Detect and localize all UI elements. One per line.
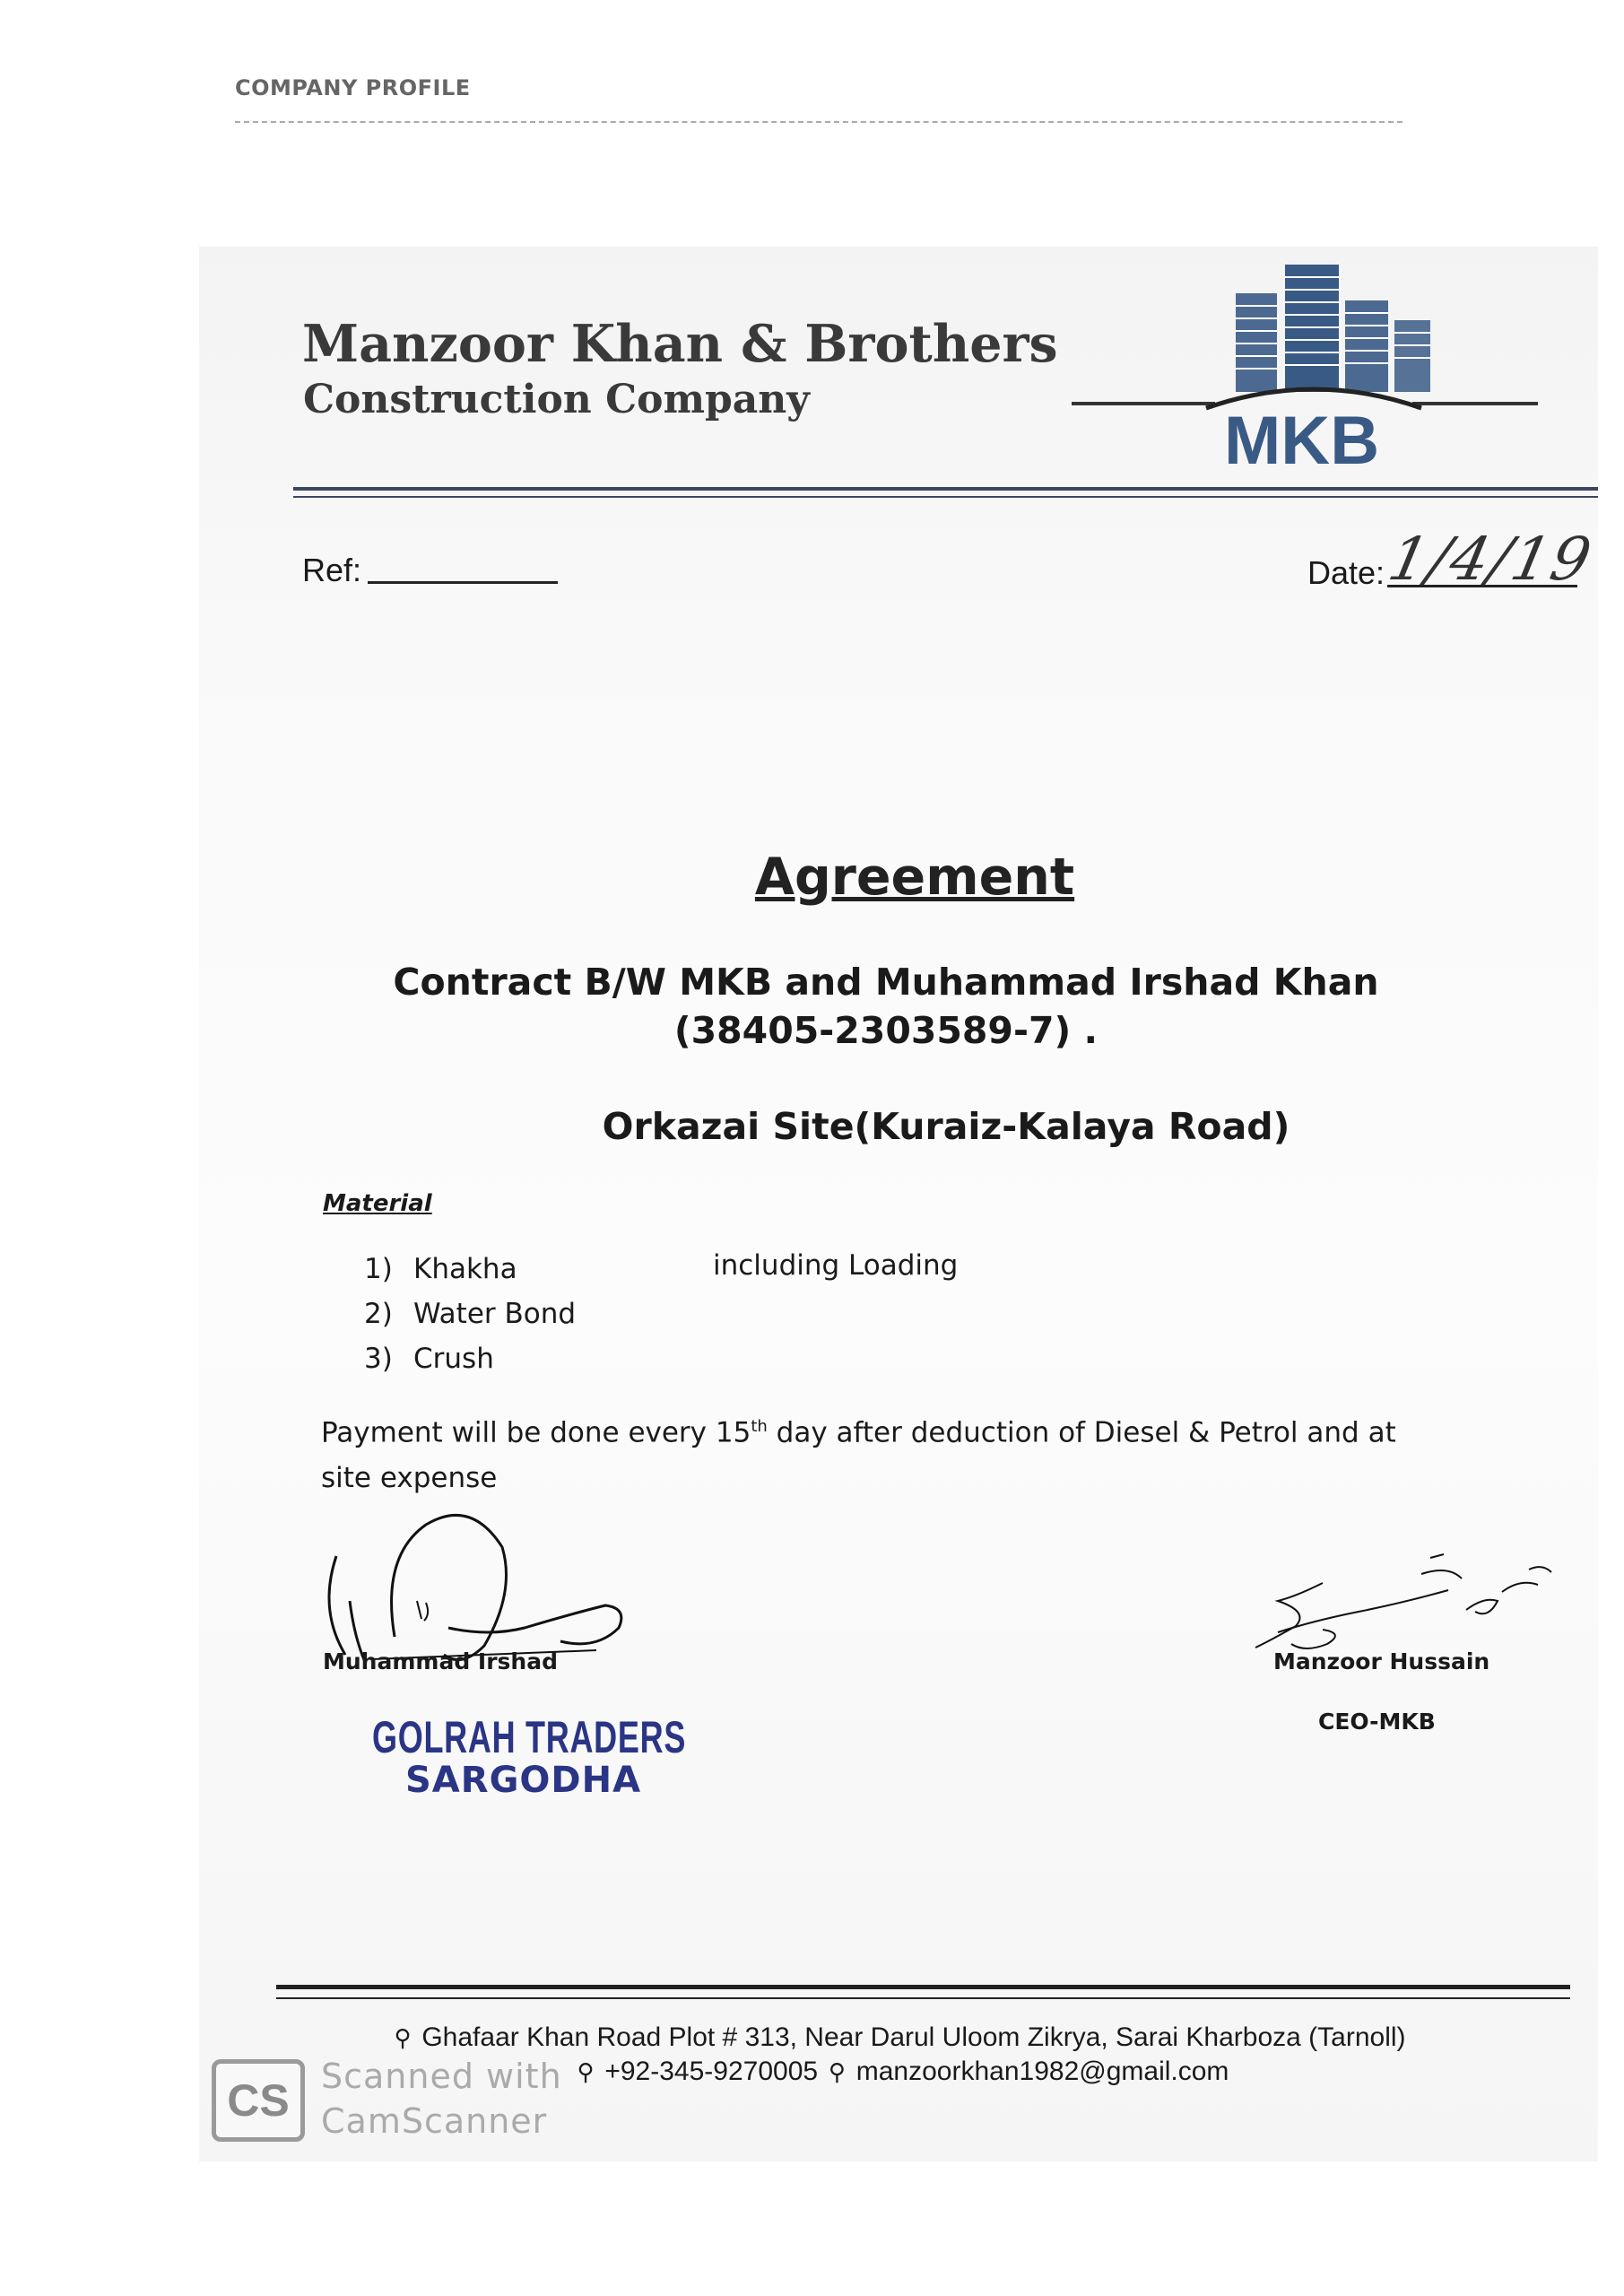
location-pin-icon: ⚲ bbox=[394, 2024, 412, 2051]
material-list bbox=[364, 1247, 576, 1381]
contract-line-2: (38405-2303589-7) . bbox=[673, 1009, 1099, 1052]
material-note: including Loading bbox=[713, 1249, 959, 1282]
page-header-label: COMPANY PROFILE bbox=[235, 75, 471, 100]
contract-parties bbox=[0, 958, 1624, 1055]
footer-rule bbox=[276, 1985, 1570, 1989]
agreement-title: Agreement bbox=[754, 848, 1075, 907]
stamp-line-2: SARGODHA bbox=[405, 1760, 642, 1801]
footer-contact bbox=[574, 2057, 1229, 2087]
list-item: 1) Khakha bbox=[364, 1253, 517, 1285]
letterhead-rule-thin bbox=[293, 496, 1598, 498]
signer-right-name: Manzoor Hussain bbox=[1273, 1648, 1490, 1674]
signer-left-name: Muhammad Irshad bbox=[323, 1648, 558, 1674]
ref-label: Ref: bbox=[302, 552, 362, 588]
company-name: Manzoor Khan & Brothers bbox=[302, 314, 1058, 374]
email-pin-icon: ⚲ bbox=[828, 2058, 846, 2085]
ref-blank-line bbox=[368, 581, 558, 584]
header-divider bbox=[235, 121, 1403, 123]
footer-rule-thin bbox=[276, 1997, 1570, 1999]
mkb-logo bbox=[1072, 265, 1556, 474]
list-item: 3) Crush bbox=[364, 1343, 494, 1375]
company-subtitle: Construction Company bbox=[303, 377, 810, 422]
contract-line-1: Contract B/W MKB and Muhammad Irshad Khan bbox=[393, 961, 1379, 1004]
footer-email: manzoorkhan1982@gmail.com bbox=[855, 2057, 1229, 2086]
footer-phone: +92-345-9270005 bbox=[604, 2057, 819, 2086]
date-line bbox=[1387, 585, 1577, 587]
phone-pin-icon: ⚲ bbox=[577, 2058, 595, 2085]
stamp-line-1: GOLRAH TRADERS bbox=[372, 1712, 687, 1762]
signer-right-title: CEO-MKB bbox=[1318, 1709, 1436, 1735]
material-name: Crush bbox=[413, 1343, 494, 1375]
material-name: Khakha bbox=[413, 1253, 517, 1285]
date-label: Date: bbox=[1307, 554, 1385, 591]
date-handwritten: 1/4/19 bbox=[1382, 525, 1599, 594]
camscanner-logo: CS bbox=[212, 2059, 305, 2142]
camscanner-watermark: Scanned with CamScanner bbox=[321, 2057, 562, 2141]
letterhead-rule bbox=[293, 487, 1598, 491]
material-heading: Material bbox=[323, 1190, 432, 1217]
footer-address: ⚲ Ghafaar Khan Road Plot # 313, Near Darul Uloom Zikrya, Sarai Kharboza (Tarnoll) bbox=[391, 2022, 1406, 2053]
list-item: 2) Water Bond bbox=[364, 1298, 577, 1330]
material-name: Water Bond bbox=[413, 1298, 577, 1330]
site-name: Orkazai Site(Kuraiz-Kalaya Road) bbox=[602, 1105, 1290, 1148]
logo-text: MKB bbox=[1224, 403, 1380, 471]
payment-terms: Payment will be done every 15th day after deduction of Diesel & Petrol and at site expense bbox=[321, 1416, 1396, 1495]
